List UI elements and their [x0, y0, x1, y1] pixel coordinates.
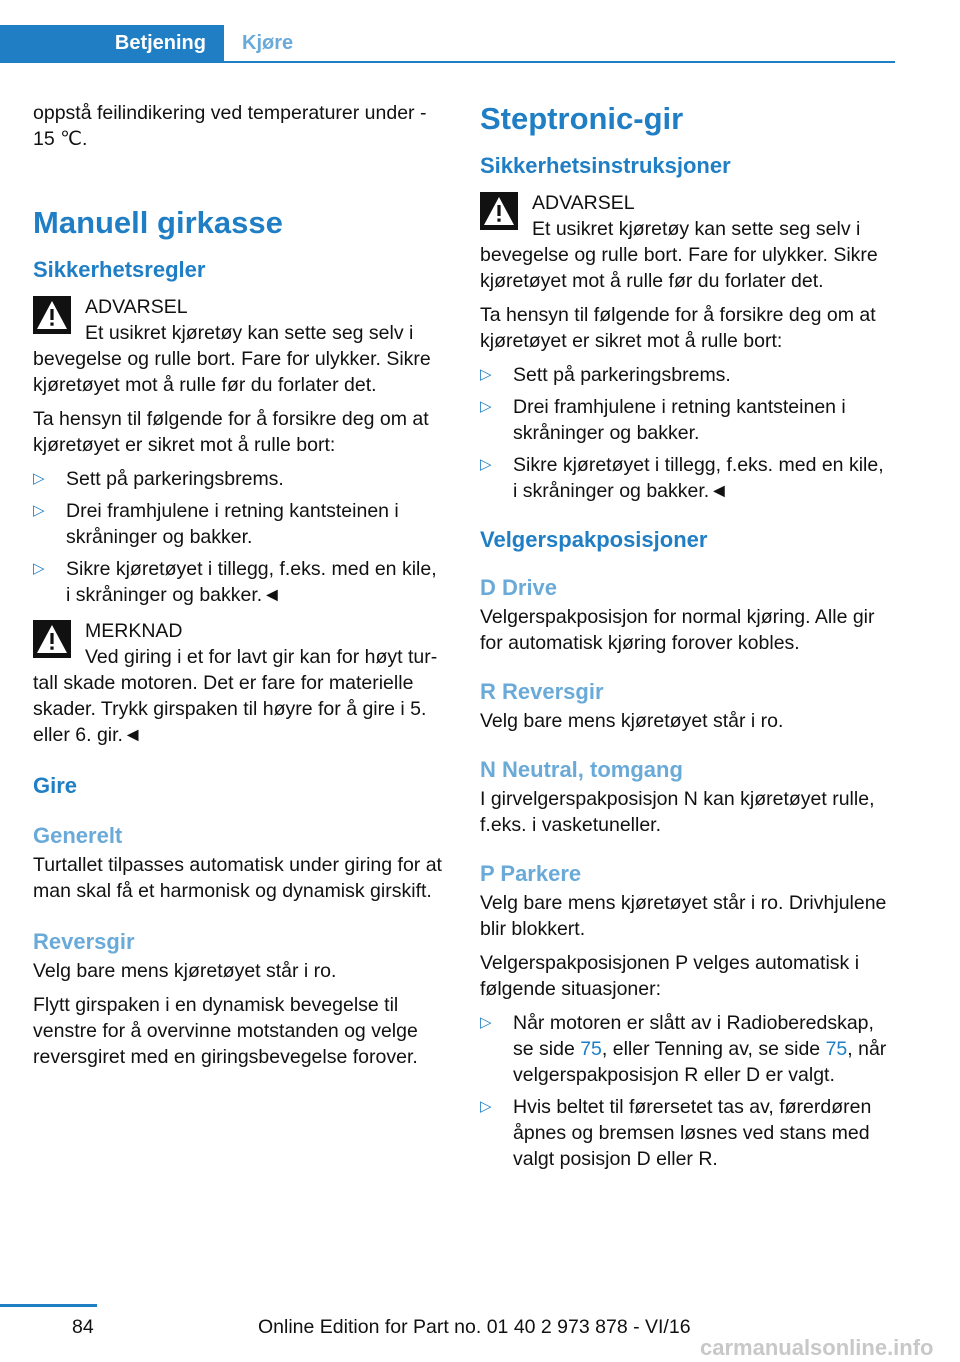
list-item-text: , når velgerspakposisjon R eller D er valgt. — [513, 1038, 887, 1086]
parkere-text-1: Velg bare mens kjøretøyet står i ro. Drivhjulene blir blokkert. — [480, 892, 887, 940]
triangle-bullet-icon: ▷ — [480, 456, 492, 473]
triangle-bullet-icon: ▷ — [480, 366, 492, 383]
warning-block — [33, 294, 445, 398]
heading-drive: D Drive — [480, 575, 558, 600]
heading-safety-instructions: Sikkerhetsinstruksjoner — [480, 153, 731, 178]
heading-neutral: N Neutral, tomgang — [480, 757, 683, 782]
notice-block — [33, 618, 445, 748]
warning-block — [480, 190, 892, 294]
safety-list — [480, 362, 892, 504]
list-item — [480, 394, 892, 446]
list-item — [33, 556, 445, 608]
list-item — [33, 498, 445, 550]
list-item — [33, 466, 445, 492]
page-link-75[interactable]: 75 — [580, 1038, 602, 1060]
warning-text — [33, 320, 445, 398]
heading-positions: Velgerspakposisjoner — [480, 527, 708, 552]
notice-text-content: Ved giring i et for lavt gir kan for høyt turtall skade motoren. Det er fare for materielle skader. Trykk girspaken til høyre for å gire i 5. eller 6. gir.◄ — [33, 646, 438, 746]
heading-safety-rules: Sikkerhetsregler — [33, 257, 206, 282]
warning-icon — [33, 296, 71, 334]
triangle-bullet-icon: ▷ — [33, 560, 45, 577]
triangle-bullet-icon: ▷ — [480, 1014, 492, 1031]
triangle-bullet-icon: ▷ — [33, 470, 45, 487]
neutral-text: I girvelgerspakposisjon N kan kjøretøyet rulle, f.eks. i vasketuneller. — [480, 788, 875, 836]
list-item — [480, 362, 892, 388]
parking-list — [480, 1010, 892, 1172]
heading-reversgir-r: R Reversgir — [480, 679, 604, 704]
list-item-text: Drei framhjulene i retning kantsteinen i skråninger og bakker. — [66, 500, 399, 548]
heading-parkere: P Parkere — [480, 861, 582, 886]
left-column — [33, 100, 445, 1070]
heading-reversgir: Reversgir — [33, 929, 135, 954]
list-item-text: Når motoren er slått av i Radioberedskap, se side — [513, 1012, 874, 1060]
warning-text — [480, 216, 892, 294]
note-text: Ta hensyn til følgende for å forsikre deg om at kjøretøyet er sikret mot å rulle bort: — [33, 408, 429, 456]
warning-text-content: Et usikret kjøretøy kan sette seg selv i bevegelse og rulle bort. Fare for ulykker. Sikre kjøretøyet mot å rulle før du forlater det. — [33, 322, 431, 396]
intro-text: oppstå feilindikering ved temperaturer under ‑ 15 ℃. — [33, 102, 427, 150]
warning-icon — [33, 620, 71, 658]
drive-text: Velgerspakposisjon for normal kjøring. Alle gir for automatisk kjøring forover kobles. — [480, 606, 875, 654]
list-item-text: Hvis beltet til førersetet tas av, førerdøren åpnes og bremsen løsnes ved stans med valgt posisjon D eller R. — [513, 1096, 872, 1170]
notice-text — [33, 644, 445, 748]
list-item-text: Sett på parkeringsbrems. — [513, 364, 731, 386]
heading-generelt: Generelt — [33, 823, 123, 848]
warning-icon — [480, 192, 518, 230]
tab-kjore[interactable] — [224, 25, 362, 61]
list-item-text: Sikre kjøretøyet i tillegg, f.eks. med en kile, i skråninger og bakker.◄ — [513, 454, 884, 502]
triangle-bullet-icon: ▷ — [480, 1098, 492, 1115]
triangle-bullet-icon: ▷ — [480, 398, 492, 415]
list-item-text: Sikre kjøretøyet i tillegg, f.eks. med en kile, i skråninger og bakker.◄ — [66, 558, 437, 606]
reversgir-text-1: Velg bare mens kjøretøyet står i ro. — [33, 960, 337, 982]
list-item — [480, 1094, 892, 1172]
edition-footer: Online Edition for Part no. 01 40 2 973 878 - VI/16 — [258, 1316, 691, 1338]
warning-text-content: Et usikret kjøretøy kan sette seg selv i bevegelse og rulle bort. Fare for ulykker. Sikre kjøretøyet mot å rulle før du forlater det. — [480, 218, 878, 292]
parkere-text-2: Velgerspakposisjonen P velges automatisk i følgende situasjoner: — [480, 952, 860, 1000]
section-title-steptronic: Steptronic-gir — [480, 101, 684, 136]
watermark: carmanualsonline.info — [700, 1335, 934, 1360]
page-number: 84 — [72, 1316, 94, 1338]
section-title-manual: Manuell girkasse — [33, 205, 283, 240]
notice-title: MERKNAD — [85, 620, 183, 642]
tab-kjore-label: Kjøre — [242, 32, 294, 54]
right-column — [480, 100, 892, 1178]
list-item — [480, 1010, 892, 1088]
heading-gire: Gire — [33, 773, 78, 798]
list-item-text: Drei framhjulene i retning kantsteinen i skråninger og bakker. — [513, 396, 846, 444]
warning-title: ADVARSEL — [85, 296, 188, 318]
header-tabs — [0, 25, 895, 63]
reversgir-text-2: Flytt girspaken i en dynamisk bevegelse til venstre for å overvinne motstanden og velge reversgiret med en giringsbevegelse forover. — [33, 994, 418, 1068]
page-link-75[interactable]: 75 — [825, 1038, 848, 1060]
list-item-text: Sett på parkeringsbrems. — [66, 468, 284, 490]
safety-list — [33, 466, 445, 608]
page-number-bar — [0, 1304, 97, 1307]
revers-text: Velg bare mens kjøretøyet står i ro. — [480, 710, 784, 732]
triangle-bullet-icon: ▷ — [33, 502, 45, 519]
note-text: Ta hensyn til følgende for å forsikre deg om at kjøretøyet er sikret mot å rulle bort: — [480, 304, 876, 352]
tab-betjening[interactable] — [0, 25, 224, 61]
generelt-text: Turtallet tilpasses automatisk under giring for at man skal få et harmonisk og dynamisk girskift. — [33, 854, 442, 902]
list-item-text: , eller Tenning av, se side — [601, 1038, 826, 1060]
tab-betjening-label: Betjening — [114, 32, 206, 54]
list-item — [480, 452, 892, 504]
warning-title: ADVARSEL — [532, 192, 635, 214]
